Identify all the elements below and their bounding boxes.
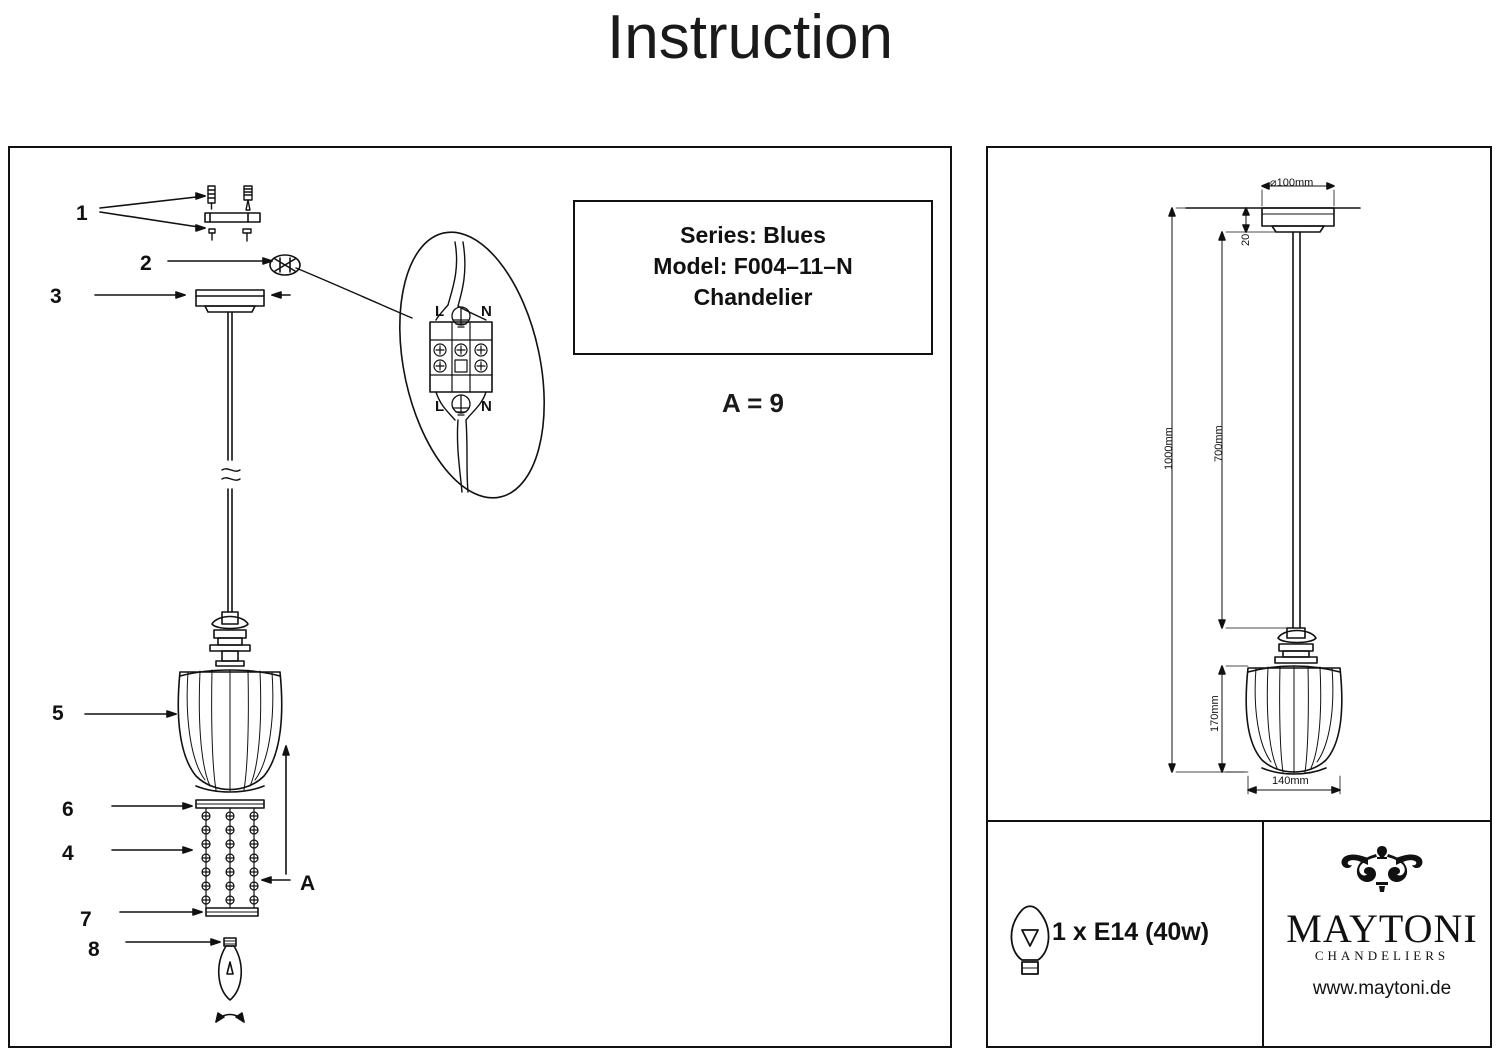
callout-3: 3 — [50, 285, 62, 308]
brand-name: MAYTONI — [1286, 906, 1478, 951]
terminal-label-N-bottom: N — [481, 398, 492, 415]
type-label: Chandelier — [693, 284, 813, 310]
callout-a: A — [300, 872, 316, 895]
callout-6: 6 — [62, 798, 74, 821]
dim-total-height: 1000mm — [1163, 427, 1175, 470]
brand-url[interactable]: www.maytoni.de — [1312, 978, 1452, 999]
dim-shade-height: 170mm — [1209, 695, 1221, 732]
brand-subtitle: CHANDELIERS — [1314, 948, 1450, 963]
dim-cord-height: 700mm — [1213, 425, 1225, 462]
dim-shade-width: 140mm — [1272, 775, 1309, 787]
callout-5: 5 — [52, 702, 64, 725]
terminal-label-N-top: N — [481, 303, 492, 320]
model-label: Model: F004–11–N — [653, 253, 853, 279]
terminal-label-L-top: L — [435, 303, 445, 320]
callout-8: 8 — [88, 938, 100, 961]
callout-2: 2 — [140, 252, 152, 275]
quantity-label: A = 9 — [722, 388, 784, 418]
dim-canopy-height: 20 — [1240, 233, 1252, 246]
dim-canopy-diameter: ⌀100mm — [1270, 177, 1314, 189]
callout-1: 1 — [76, 202, 88, 225]
lamp-spec-label: 1 x E14 (40w) — [1052, 918, 1210, 946]
series-label: Series: Blues — [680, 222, 826, 248]
callout-7: 7 — [80, 908, 92, 931]
page-title: Instruction — [606, 3, 894, 72]
terminal-label-L-bottom: L — [435, 398, 445, 415]
callout-4: 4 — [62, 842, 74, 865]
